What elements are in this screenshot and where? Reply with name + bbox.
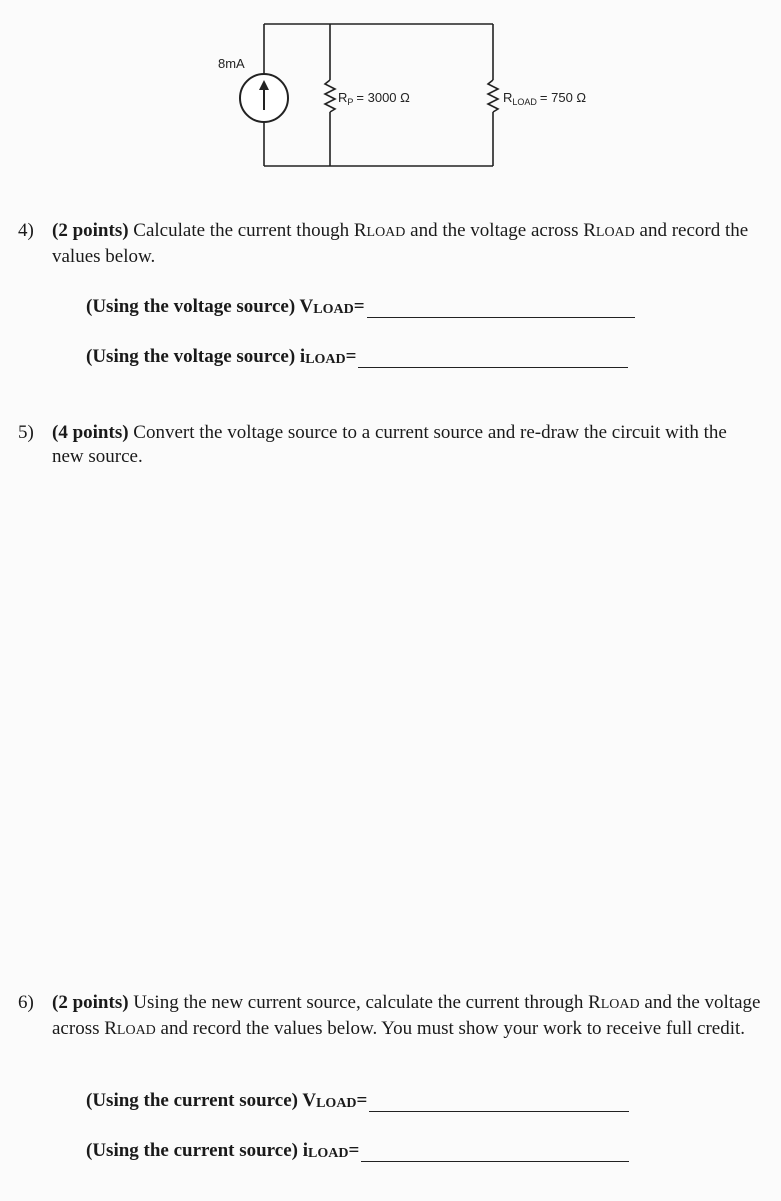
answer-blank[interactable] <box>358 349 628 368</box>
rload-label: $R_{LOAD} = 750$ Ω <box>503 90 587 107</box>
question-text: (2 points) Calculate the current though RLOAD and the voltage across RLOAD and record the values below. <box>52 220 749 267</box>
question-number: 5) <box>18 422 34 443</box>
question-text: (2 points) Using the new current source, calculate the current through RLOAD and the voltage across RLOAD and record the values below. You must show your work to receive full credit. <box>52 992 761 1039</box>
circuit-diagram <box>200 10 620 180</box>
answer-blank[interactable] <box>369 1093 629 1112</box>
answer-blank[interactable] <box>367 299 635 318</box>
iload-answer-current-source: (Using the current source) i LOAD = <box>86 1140 629 1162</box>
source-label: 8mA <box>218 56 245 71</box>
question-number: 6) <box>18 992 34 1013</box>
question-text: (4 points) Convert the voltage source to a current source and re-draw the circuit with the new source. <box>52 422 727 467</box>
vload-answer-current-source: (Using the current source) V LOAD = <box>86 1090 629 1112</box>
question-6 <box>18 991 763 1043</box>
question-number: 4) <box>18 220 34 241</box>
question-5 <box>18 421 763 469</box>
question-4 <box>18 219 763 269</box>
iload-answer-voltage-source: (Using the voltage source) i LOAD = <box>86 346 628 368</box>
rp-label: $R_P = 3000$ Ω <box>338 90 410 107</box>
answer-blank[interactable] <box>361 1143 629 1162</box>
vload-answer-voltage-source: (Using the voltage source) V LOAD = <box>86 296 635 318</box>
